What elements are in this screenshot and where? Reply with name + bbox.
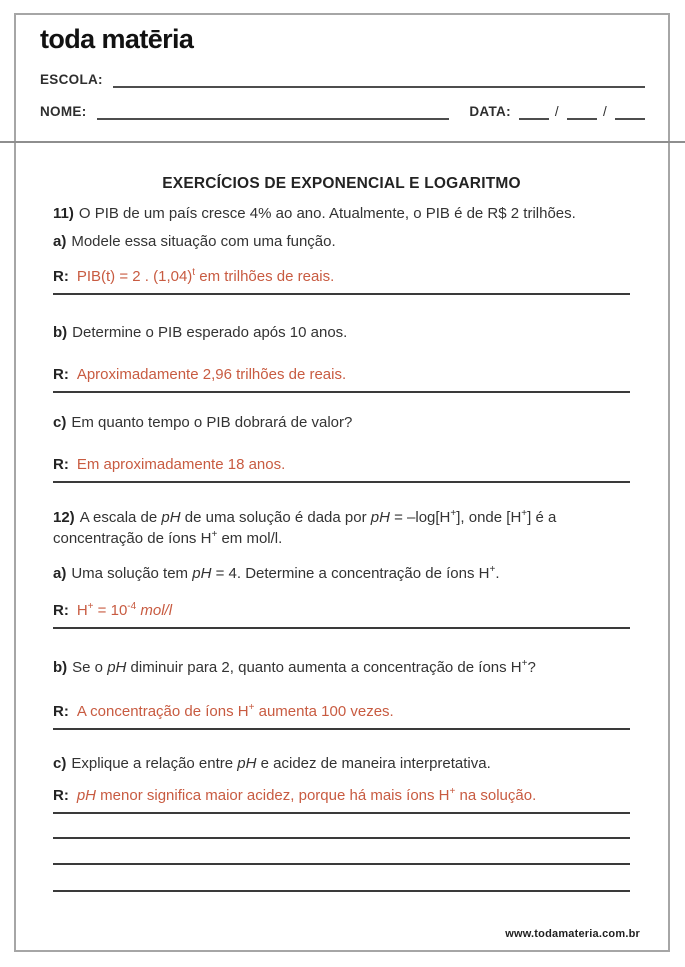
answer-label: R:	[53, 787, 69, 804]
question-11-number: 11)	[53, 205, 74, 222]
question-11-item-a	[53, 231, 630, 252]
brand-logo: toda matēria	[40, 24, 194, 54]
question-12-item-a	[53, 563, 630, 584]
answer-row-11a	[53, 266, 630, 295]
date-month-blank	[567, 104, 597, 120]
question-11-item-c	[53, 412, 630, 433]
item-a-prompt: Uma solução tem pH = 4. Determine a concentração de íons H+.	[71, 564, 500, 582]
school-row	[40, 72, 645, 88]
item-b-prompt: Determine o PIB esperado após 10 anos.	[72, 324, 348, 341]
date-year-blank	[615, 104, 645, 120]
date-separator: /	[602, 104, 607, 119]
question-12-statement	[53, 507, 630, 549]
answer-row-12a	[53, 600, 630, 629]
answer-12a-text: $H^+ = 10^{-4}$ mol/l	[76, 601, 173, 619]
item-a-prompt: Modele essa situação com uma função.	[71, 233, 336, 250]
answer-row-11b	[53, 364, 630, 393]
blank-answer-line	[53, 863, 630, 865]
name-blank-line	[97, 104, 450, 120]
school-label: ESCOLA:	[40, 72, 103, 87]
blank-answer-line	[53, 837, 630, 839]
question-11-item-b	[53, 322, 630, 343]
answer-label: R:	[53, 366, 69, 383]
question-12-text: A escala de pH de uma solução é dada por pH = –log[H+], onde [H+] é a concentração de íons H+ em mol/l.	[53, 508, 557, 547]
question-12-item-b	[53, 657, 630, 678]
item-b-label: b)	[53, 324, 68, 341]
answer-label: R:	[53, 602, 69, 619]
footer-url: www.todamateria.com.br	[505, 928, 640, 940]
item-a-label: a)	[53, 233, 67, 250]
answer-label: R:	[53, 703, 69, 720]
worksheet-title: EXERCÍCIOS DE EXPONENCIAL E LOGARITMO	[162, 175, 521, 192]
item-c-prompt: Explique a relação entre pH e acidez de maneira interpretativa.	[71, 755, 491, 772]
date-separator: /	[554, 104, 559, 119]
name-date-row	[40, 104, 645, 120]
school-blank-line	[113, 72, 645, 88]
name-label: NOME:	[40, 104, 87, 119]
item-b-label: b)	[53, 659, 68, 676]
answer-row-12c	[53, 785, 630, 814]
blank-answer-line	[53, 890, 630, 892]
answer-12b-text: A concentração de íons H+ aumenta 100 vezes.	[76, 702, 394, 720]
item-c-label: c)	[53, 755, 67, 772]
question-12-number: 12)	[53, 509, 75, 526]
worksheet-content	[53, 144, 630, 892]
header-divider-line	[0, 141, 685, 143]
item-c-prompt: Em quanto tempo o PIB dobrará de valor?	[71, 414, 353, 431]
question-11-statement	[53, 203, 630, 224]
answer-row-11c	[53, 454, 630, 483]
item-c-label: c)	[53, 414, 67, 431]
answer-label: R:	[53, 268, 69, 285]
date-day-blank	[519, 104, 549, 120]
answer-label: R:	[53, 456, 69, 473]
date-label: DATA:	[469, 104, 511, 119]
answer-11b-text: Aproximadamente 2,96 trilhões de reais.	[76, 366, 347, 383]
answer-row-12b	[53, 701, 630, 730]
answer-11a-text: PIB(t) = 2 . $(1,04)^t$ em trilhões de reais.	[76, 267, 335, 285]
answer-11c-text: Em aproximadamente 18 anos.	[76, 456, 286, 473]
question-11-text: O PIB de um país cresce 4% ao ano. Atualmente, o PIB é de R$ 2 trilhões.	[78, 205, 576, 222]
item-b-prompt: Se o pH diminuir para 2, quanto aumenta a concentração de íons H+?	[72, 658, 536, 676]
item-a-label: a)	[53, 565, 67, 582]
question-12-item-c	[53, 753, 630, 774]
answer-12c-text: pH menor significa maior acidez, porque há mais íons H+ na solução.	[76, 786, 537, 804]
